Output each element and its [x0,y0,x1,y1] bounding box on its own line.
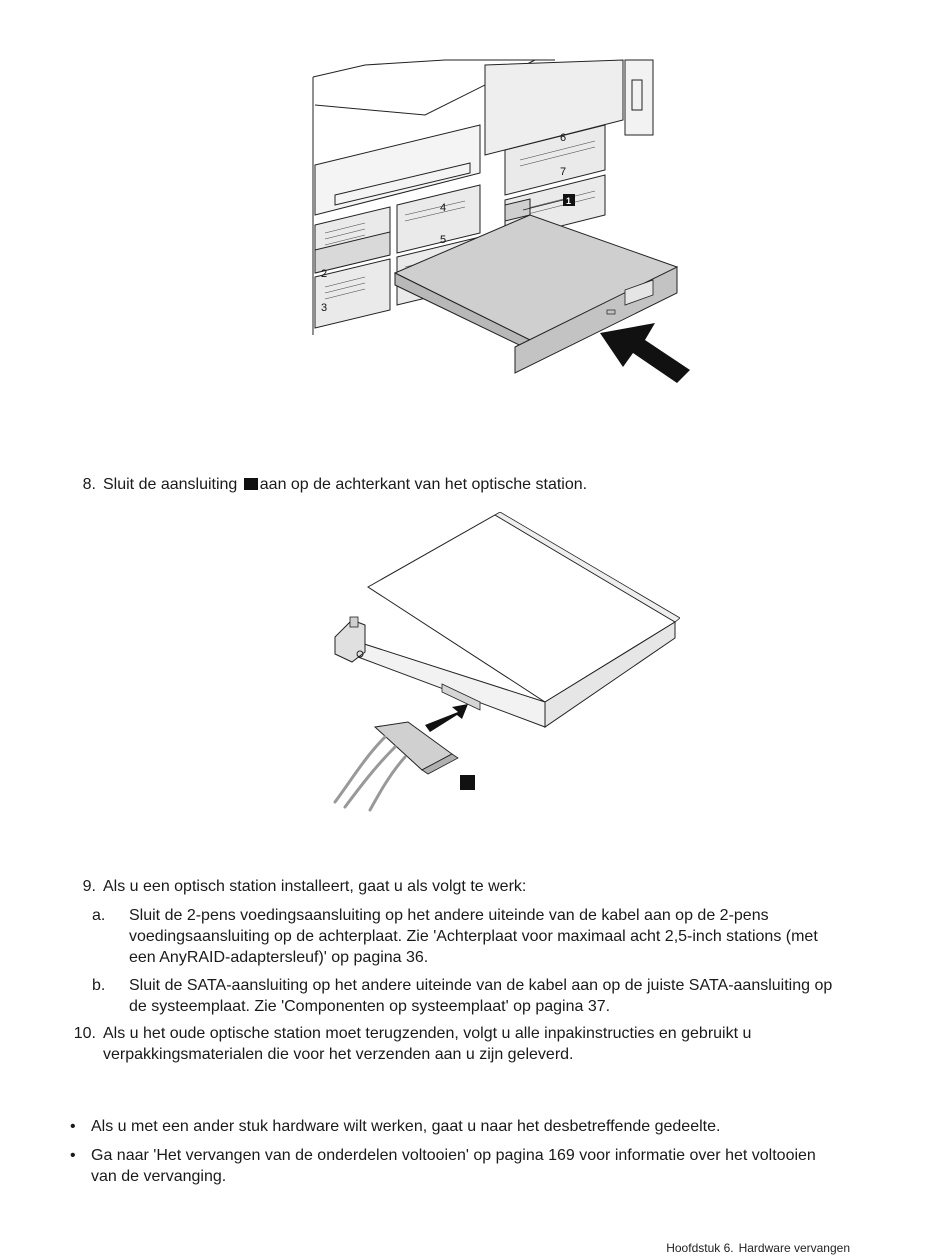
page-footer [666,1240,850,1256]
step-text-before: Sluit de aansluiting [103,476,238,493]
callout-square-icon [460,775,475,790]
step-number: 8. [82,476,96,493]
bay-number: 6 [560,132,567,144]
callout-label: 1 [566,196,572,206]
step-text-line: verpakkingsmaterialen die voor het verzenden aan u zijn geleverd. [103,1046,574,1063]
callout-square-icon [244,478,258,490]
bullet-text-line: Als u met een ander stuk hardware wilt werken, gaat u naar het desbetreffende gedeelte. [91,1118,721,1135]
bay-number: 7 [560,166,567,178]
bay-number: 5 [440,234,447,246]
substep-letter: b. [92,977,106,994]
step-text: Als u een optisch station installeert, gaat u als volgt te werk: [103,878,527,895]
push-arrow-icon [600,323,690,383]
push-arrow-icon [425,704,468,732]
bay-number: 3 [321,302,328,314]
substep-text-line: voedingsaansluiting op de achterplaat. Zie 'Achterplaat voor maximaal acht 2,5-inch stations (met [129,928,818,945]
bullet-item [70,1116,76,1137]
bay-number: 4 [440,202,447,214]
step-number: 10. [73,1025,96,1042]
bullet-text-line: van de vervanging. [91,1168,227,1185]
bullet-item [70,1145,76,1166]
step-text-after: aan op de achterkant van het optische station. [259,476,588,493]
footer-title: Hardware vervangen [738,1241,850,1255]
step-text [103,474,587,495]
optical-drive-install-figure [305,55,700,390]
substep-text-line: een AnyRAID-adaptersleuf)' op pagina 36. [129,949,429,966]
substep-letter: a. [92,907,106,924]
bullet-icon: • [70,1147,76,1164]
step-text-line: Als u het oude optische station moet terugzenden, volgt u alle inpakinstructies en gebruikt u [103,1025,752,1042]
substep-text-line: de systeemplaat. Zie 'Componenten op systeemplaat' op pagina 37. [129,998,611,1015]
sata-cable-connect-figure [330,512,680,812]
substep-text-line: Sluit de SATA-aansluiting op het andere uiteinde van de kabel aan op de juiste SATA-aansluiting op [129,977,833,994]
substep-text-line: Sluit de 2-pens voedingsaansluiting op het andere uiteinde van de kabel aan op de 2-pens [129,907,769,924]
bullet-icon: • [70,1118,76,1135]
bay-number: 2 [321,268,328,280]
footer-chapter: Hoofdstuk 6. [666,1241,734,1255]
step-number: 9. [82,878,96,895]
bullet-text-line: Ga naar 'Het vervangen van de onderdelen voltooien' op pagina 169 voor informatie over het voltooien [91,1147,816,1164]
